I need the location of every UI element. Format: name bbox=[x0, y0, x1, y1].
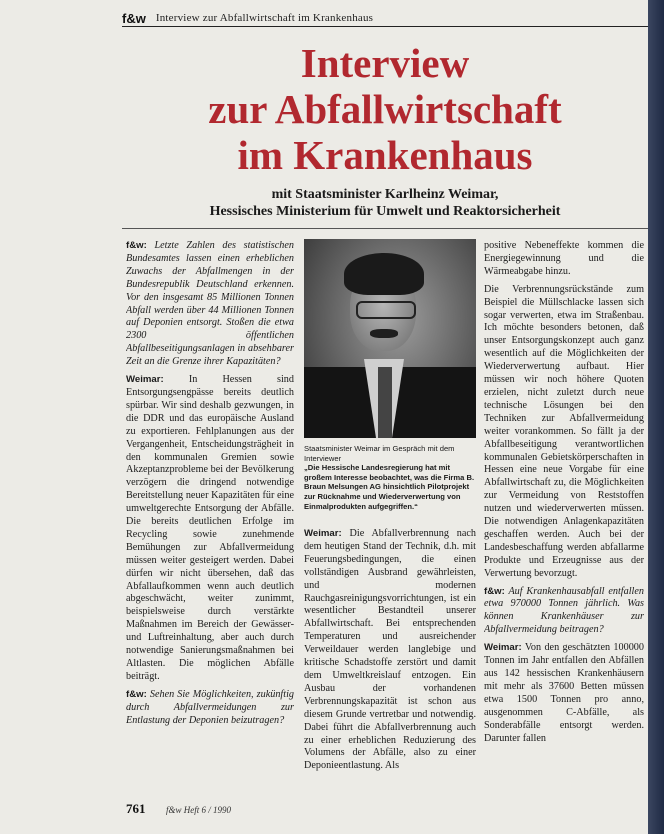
title-line-3: im Krankenhaus bbox=[237, 132, 533, 178]
portrait-mustache bbox=[370, 329, 398, 338]
title-line-1: Interview bbox=[300, 40, 470, 86]
question-lead: f&w: bbox=[484, 585, 505, 597]
paragraph-1: positive Nebeneffekte kommen die Energiegewinnung und die Wärmeabgabe hinzu. bbox=[484, 240, 644, 277]
answer-text: Die Abfallverbrennung nach dem heutigen Stand der Technik, d.h. mit Feuerungsbedingungen, die einen vollständigen Ausbrand gewährleisten, und modernen Rauchgasreinigungsvorrichtungen, ist ein wesentlicher Bestandteil unserer Abfallwirtschaft. Bei entsprechenden Temperaturen und ausreichender Verweildauer werden langlebige und kritische Schadstoffe zerstört und damit dem Umweltkreislauf entzogen. Ein Ausbau der vorhandenen Verbrennungskapazität ist schon aus diesem Grunde vertretbar und notwendig. Dabei führt die Abfallverbrennung auch zu einer erheblichen Reduzierung des Volumens der Abfälle, also zu einer Deponieentlastung. Als bbox=[304, 528, 476, 772]
subtitle-line-1: mit Staatsminister Karlheinz Weimar, bbox=[271, 187, 499, 202]
column-3 bbox=[484, 240, 644, 795]
page-number: 761 bbox=[126, 801, 146, 816]
question-1 bbox=[126, 240, 294, 369]
running-title: Interview zur Abfallwirtschaft im Krankenhaus bbox=[155, 12, 374, 24]
running-header bbox=[122, 10, 648, 27]
magazine-footer: f&w Heft 6 / 1990 bbox=[166, 805, 231, 815]
title-divider bbox=[122, 228, 648, 229]
answer-1 bbox=[126, 374, 294, 684]
question-lead: f&w: bbox=[126, 240, 147, 251]
subtitle-line-2: Hessisches Ministerium für Umwelt und Reaktorsicherheit bbox=[209, 204, 561, 219]
caption-intro: Staatsminister Weimar im Gespräch mit dem Interviewer bbox=[304, 444, 455, 463]
article-title bbox=[150, 40, 620, 178]
question-2 bbox=[126, 689, 294, 728]
question-lead: f&w: bbox=[126, 688, 147, 700]
answer-text: In Hessen sind Entsorgungsengpässe bereits deutlich spürbar. Wir sind deshalb gezwungen, in die DDR und das europäische Ausland zu exportieren. Fehlplanungen aus der Vergangenheit, Entscheidungsträgheit in den kommunalen Gremien sowie Akzeptanzprobleme bei der Bevölkerung verzögern die dringend notwendige Bereitstellung neuer Kapazitäten für eine umweltgerechte Entsorgung der Abfälle. Die bereits deutlichen Erfolge im Recycling sowie zunehmende Bemühungen zur Abfallvermeidung müssen weiter gesteigert werden. Dabei dürfen wir nicht übersehen, daß das Abfallaufkommen wenn auch deutlich abgeschwächt, weiter zunimmt, beispielsweise durch verstärkte Maßnahmen im Bereich der Gewässer- und Luftreinhaltung, aber auch durch notwendige Sanierungsmaßnahmen bei Altlasten. Die möglichen Abfälle beiträgt. bbox=[126, 374, 294, 682]
binding-edge bbox=[648, 0, 664, 834]
paragraph-2: Die Verbrennungsrückstände zum Beispiel die Müllschlacke lassen sich sogar verwerten, etwa im Straßenbau. Ich möchte besonders betonen, daß unser Entsorgungskonzept auch ganz wesentlich auf die Möglichkeiten der Wiederverwertung aufbaut. Hier müssen wir noch höhere Quoten erzielen, nicht zuletzt durch neue technische Lösungen bei den Techniken zur Abfallvermeidung weiter vorankommen. So fällt ja der Abfallbeseitigung verantwortlichen kommunalen Gebietskörperschaften in Hessen eine neue Vorgabe für eine Abfallwirtschaft zu, die Möglichkeiten zur Vermeidung von Reststoffen nutzen und wiederverwerten müssen. Die notwendigen Anlagenkapazitäten geschaffen werden. Auch bei der Landesbeschaffung werden abfallarme Produkte und Erzeugnisse aus der Verwertung bevorzugt. bbox=[484, 283, 644, 579]
answer-lead: Weimar: bbox=[484, 642, 522, 654]
column-1 bbox=[126, 240, 294, 795]
answer-text: Von den geschätzten 100000 Tonnen im Jahr entfallen den Abfällen aus 142 hessischen Krankenhäusern mit mehr als 37600 Betten müssen etwa 1500 Tonnen pro anno, ausgenommen C-Abfälle, als Sonderabfälle entsorgt werden. Darunter fallen bbox=[484, 642, 644, 744]
portrait-glasses bbox=[356, 301, 416, 319]
question-text: Letzte Zahlen des statistischen Bundesamtes lassen einen erheblichen Zuwachs der Abfallmengen in der Bundesrepublik Deutschland erkennen. Vor den insgesamt 85 Millionen Tonnen Abfall werden über 44 Millionen Tonnen auf Deponien entsorgt. Stoßen die etwa 2300 öffentlichen Abfallbeseitigungsanlagen in absehbarer Zeit an die Grenze ihrer Kapazitäten? bbox=[126, 240, 294, 368]
caption-quote: „Die Hessische Landesregierung hat mit großem Interesse beobachtet, was die Firma B. Braun Melsungen AG hinsichtlich Pilotprojekt zur Rücknahme und Wiederverwertung von Einmalprodukten aufgegriffen.“ bbox=[304, 463, 475, 511]
portrait-hair bbox=[344, 253, 424, 295]
answer-2 bbox=[304, 528, 476, 773]
answer-3 bbox=[484, 642, 644, 745]
title-line-2: zur Abfallwirtschaft bbox=[208, 86, 562, 132]
photo-caption bbox=[304, 444, 476, 511]
answer-lead: Weimar: bbox=[304, 528, 342, 539]
question-text: Auf Krankenhausabfall entfallen etwa 970000 Tonnen jährlich. Was können Krankenhäuser zur Abfallvermeidung beitragen? bbox=[484, 585, 644, 636]
article-subtitle bbox=[150, 186, 620, 220]
interview-photo bbox=[304, 239, 476, 438]
question-3 bbox=[484, 586, 644, 638]
portrait-tie bbox=[378, 367, 392, 438]
magazine-logo: f&w bbox=[122, 10, 146, 26]
answer-lead: Weimar: bbox=[126, 374, 164, 386]
question-text: Sehen Sie Möglichkeiten, zukünftig durch Abfallvermeidungen zur Entlastung der Deponien beizutragen? bbox=[126, 688, 294, 726]
column-2 bbox=[304, 528, 476, 798]
